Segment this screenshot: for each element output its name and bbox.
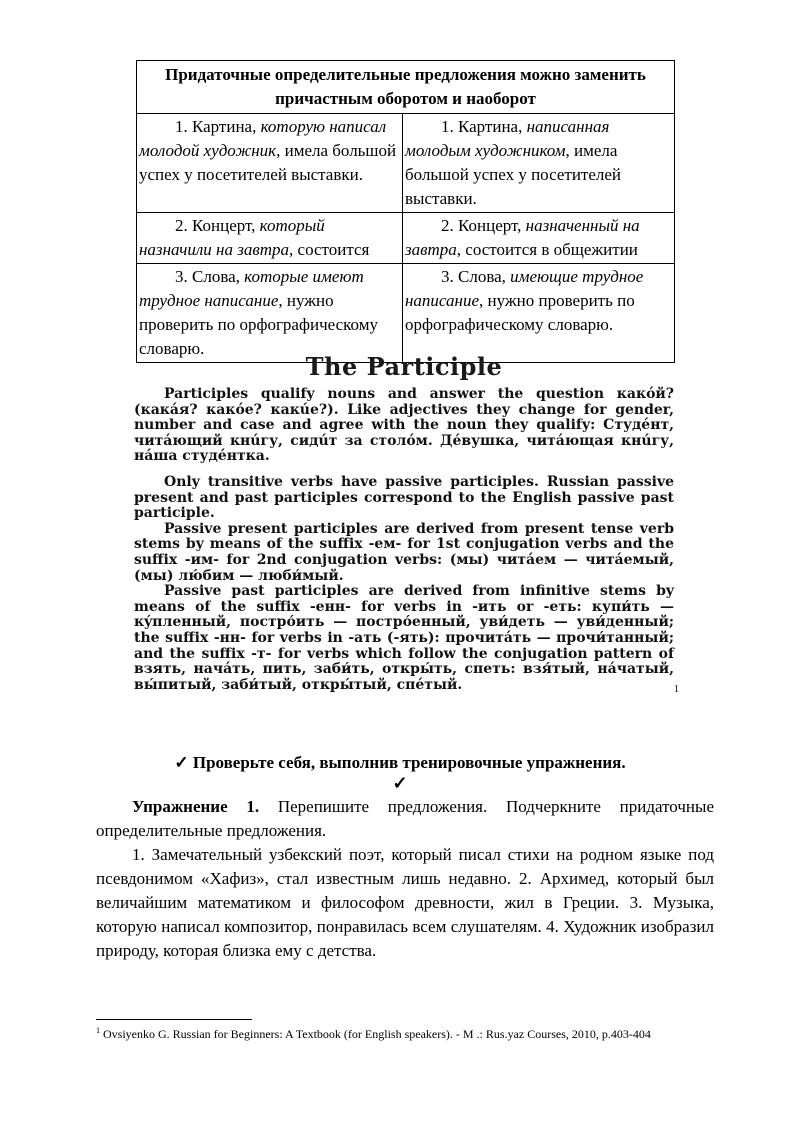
table-cell-clause: 1. Картина, которую написал молодой художник, имела большой успех у посетителей выставки. xyxy=(137,114,403,213)
table-cell-clause: 2. Концерт, который назначили на завтра, состоится xyxy=(137,213,403,264)
table-cell-participle: 3. Слова, имеющие трудное написание, нужно проверить по орфографическому словарю. xyxy=(403,264,675,363)
participle-paragraph: Only transitive verbs have passive participles. Russian passive present and past participles correspond to the English passive past participle. xyxy=(134,473,674,522)
checkmark-icon: ✓ xyxy=(392,773,408,793)
footnote-text: Ovsiyenko G. Russian for Beginners: A Textbook (for English speakers). - M .: Rus.yaz Courses, 2010, p.403-404 xyxy=(100,1027,651,1041)
footnote-divider xyxy=(96,1019,252,1020)
table-row xyxy=(137,213,675,264)
exercise-body: 1. Замечательный узбекский поэт, который писал стихи на родном языке под псевдонимом «Хафиз», стал известным лишь недавно. 2. Архимед, который был величайшим математиком и философом древности, жил в Греции. 3. Музыка, которую написал композитор, понравилась всем слушателям. 4. Художник изобразил природу, которая близка ему с детства. xyxy=(96,845,714,960)
exercise-label: Упражнение 1. xyxy=(132,797,260,816)
footnote-mark: 1 xyxy=(96,1026,100,1035)
participle-paragraph: Passive past participles are derived from infinitive stems by means of the suffix -енн- for verbs in -ить or -еть: купи́ть — кýпленный, постро́ить — постро́енный, уви́деть — уви́денный; the suffix -нн- for verbs in -ать (-ять): прочитáть — прочи́танный; and the suffix -т- for verbs which follow the conjugation pattern of взять, начáть, пить, заби́ть, откры́ть, спеть: взя́тый, нáчатый, вы́питый, заби́тый, откры́тый, спéтый. xyxy=(134,583,674,693)
exercise-block xyxy=(96,795,714,963)
table-header: Придаточные определительные предложения можно заменить причастным оборотом и наоборот xyxy=(137,61,675,114)
checkmark-icon: ✓ xyxy=(174,753,189,772)
participle-scan xyxy=(134,352,674,693)
table-cell-participle: 1. Картина, написанная молодым художником, имела большой успех у посетителей выставки. xyxy=(403,114,675,213)
table-cell-participle: 2. Концерт, назначенный на завтра, состоится в общежитии xyxy=(403,213,675,264)
self-check-heading: ✓ Проверьте себя, выполнив тренировочные упражнения. xyxy=(174,753,626,772)
participle-paragraph: Passive present participles are derived from present tense verb stems by means of the suffix -ем- for 1st conjugation verbs and the suffix -им- for 2nd conjugation verbs: (мы) читáем — читáемый, (мы) лю́бим — люби́мый. xyxy=(134,520,674,584)
table-cell-clause: 3. Слова, которые имеют трудное написание, нужно проверить по орфографическому словарю. xyxy=(137,264,403,363)
table-row xyxy=(137,264,675,363)
footnote xyxy=(96,1024,736,1041)
participle-title: The Participle xyxy=(305,352,503,381)
table-row xyxy=(137,114,675,213)
exercise-task: Упражнение 1. Перепишите предложения. Подчеркните придаточные определительные предложения. xyxy=(96,797,714,840)
footnote-reference: 1 xyxy=(674,684,679,695)
comparison-table xyxy=(136,60,675,363)
participle-paragraph: Participles qualify nouns and answer the question какóй? (какáя? какóе? какúе?). Like adjectives they change for gender, number and case and agree with the noun they qualify: Студéнт, читáющий кнúгу, сидúт за столóм. Дéвушка, читáющая кнúгу, нáша студéнтка. xyxy=(134,386,674,465)
